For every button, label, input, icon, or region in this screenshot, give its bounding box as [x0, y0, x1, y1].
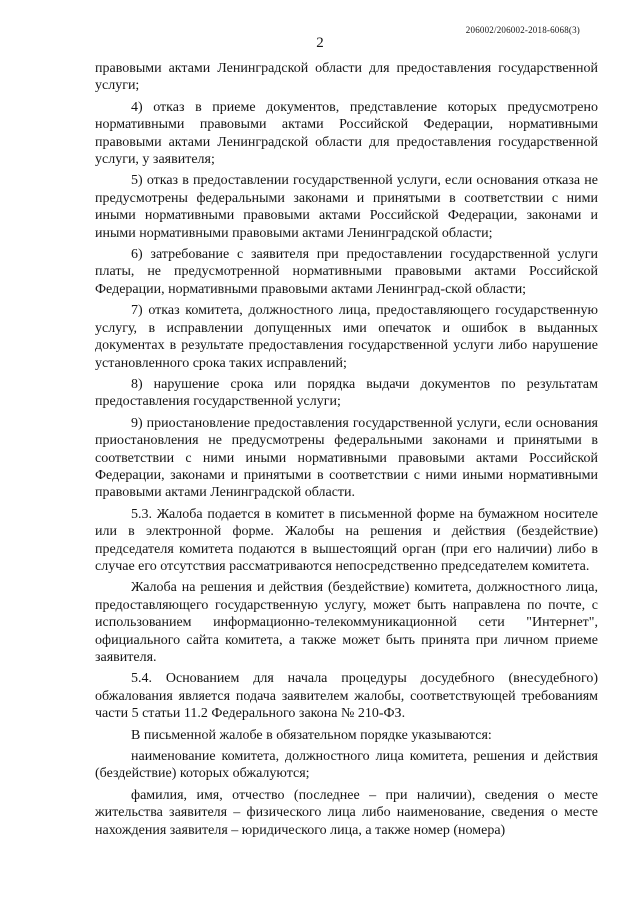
paragraph-complaint-channels: Жалоба на решения и действия (бездействие) комитета, должностного лица, предоставляющего государственную услугу, может быть направлена по почте, с использованием информационно-телекоммуникационной сети "Интернет", официального сайта комитета, а также может быть принята при личном приеме заявителя.: [95, 580, 598, 665]
paragraph-item-7: 7) отказ комитета, должностного лица, предоставляющего государственную услугу, в исправлении допущенных ими опечаток и ошибок в выданных документах в результате предоставления государственной услуги либо нарушение установленного срока таких исправлений;: [95, 303, 598, 371]
paragraph-required-fields-intro: В письменной жалобе в обязательном порядке указываются:: [131, 727, 492, 743]
page-number: 2: [316, 35, 324, 51]
paragraph-item-9: 9) приостановление предоставления государственной услуги, если основания приостановления не предусмотрены федеральными законами и принятыми в соответствии с ними иными нормативными правовыми актами Российской Федерации, законами и принятыми в соответствии с ними иными нормативными правовыми актами Ленинградской области.: [95, 415, 598, 501]
paragraph-section-5-4: 5.4. Основанием для начала процедуры досудебного (внесудебного) обжалования является подача заявителем жалобы, соответствующей требованиям части 5 статьи 11.2 Федерального закона № 210-ФЗ.: [95, 671, 598, 722]
document-body: [95, 60, 598, 843]
paragraph-item-8: 8) нарушение срока или порядка выдачи документов по результатам предоставления государственной услуги;: [95, 376, 598, 410]
paragraph-item-5: 5) отказ в предоставлении государственной услуги, если основания отказа не предусмотрены федеральными законами и принятыми в соответствии с ними иными нормативными правовыми актами Российской Федерации, законами и иными нормативными правовыми актами Ленинградской области;: [95, 173, 598, 241]
paragraph-section-5-3: 5.3. Жалоба подается в комитет в письменной форме на бумажном носителе или в электронной форме. Жалобы на решения и действия (бездействие) председателя комитета подаются в вышестоящий орган (при его наличии) либо в случае его отсутствия рассматриваются непосредственно председателем комитета.: [95, 506, 598, 574]
paragraph-item-4: 4) отказ в приеме документов, представление которых предусмотрено нормативными правовыми актами Российской Федерации, нормативными правовыми актами Ленинградской области для предоставления государственной услуги, у заявителя;: [95, 99, 598, 168]
paragraph-item-6: 6) затребование с заявителя при предоставлении государственной услуги платы, не предусмотренной нормативными правовыми актами Российской Федерации, нормативными правовыми актами Ленинград-ской области;: [95, 247, 598, 297]
paragraph-required-field-applicant: фамилия, имя, отчество (последнее – при наличии), сведения о месте жительства заявителя – физического лица либо наименование, сведения о месте нахождения заявителя – юридического лица, а также номер (номера): [95, 787, 598, 838]
paragraph-required-field-name: наименование комитета, должностного лица комитета, решения и действия (бездействие) которых обжалуются;: [95, 749, 598, 782]
document-registration-number: 206002/206002-2018-6068(3): [465, 25, 580, 35]
paragraph-continuation: правовыми актами Ленинградской области для предоставления государственной услуги;: [95, 61, 598, 94]
